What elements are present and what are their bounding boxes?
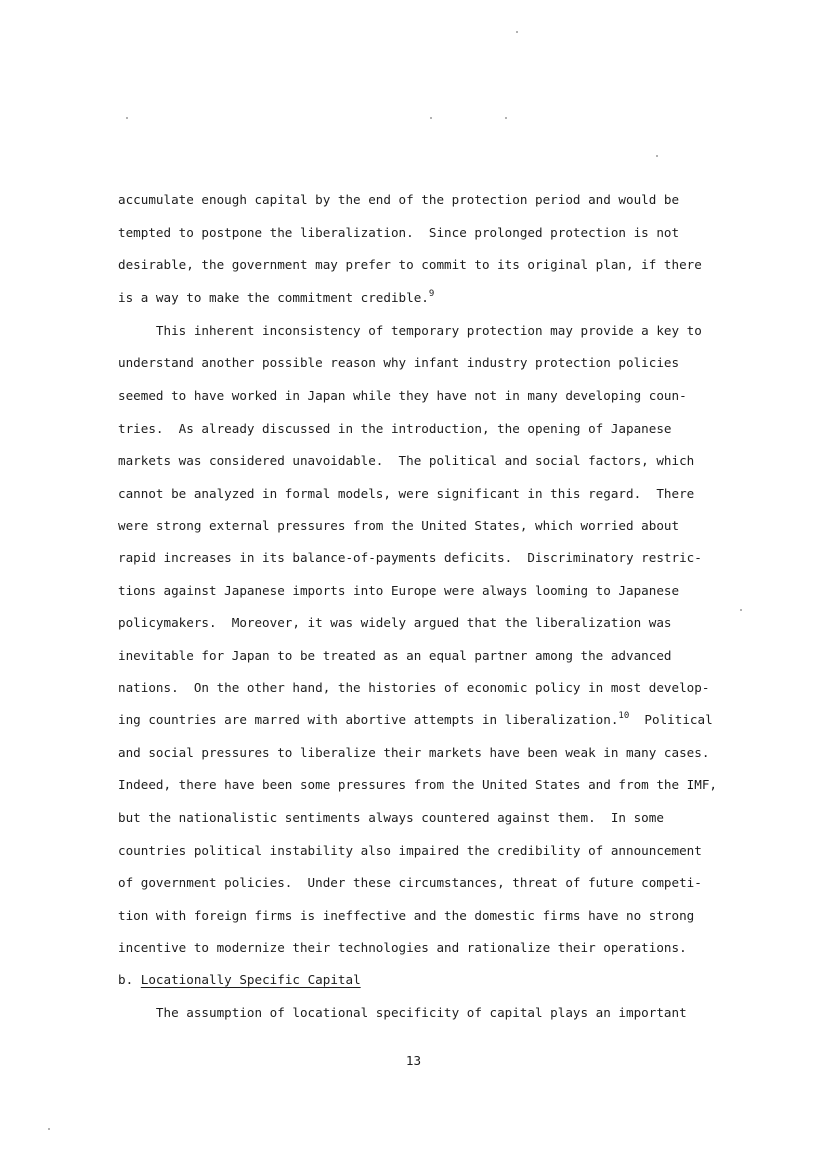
page-number: 13 — [405, 1053, 422, 1068]
text-line-content: is a way to make the commitment credible. — [118, 290, 429, 305]
text-line: seemed to have worked in Japan while they have not in many developing coun- — [118, 388, 687, 403]
text-line: This inherent inconsistency of temporary protection may provide a key to — [118, 323, 702, 338]
text-line: tions against Japanese imports into Europe were always looming to Japanese — [118, 583, 680, 598]
section-title: Locationally Specific Capital — [140, 972, 361, 987]
text-line: rapid increases in its balance-of-payments deficits. Discriminatory restric- — [118, 550, 702, 565]
text-line: tion with foreign firms is ineffective and the domestic firms have no strong — [118, 908, 695, 923]
text-line: but the nationalistic sentiments always countered against them. In some — [118, 810, 664, 825]
text-line: incentive to modernize their technologies and rationalize their operations. — [118, 940, 687, 955]
text-line: The assumption of locational specificity of capital plays an important — [118, 1005, 687, 1020]
text-line: markets was considered unavoidable. The political and social factors, which — [118, 453, 695, 468]
scan-speck — [740, 609, 742, 611]
text-line: accumulate enough capital by the end of the protection period and would be — [118, 192, 680, 207]
text-line: nations. On the other hand, the histories of economic policy in most develop- — [118, 680, 710, 695]
text-line: tempted to postpone the liberalization. Since prolonged protection is not — [118, 225, 680, 240]
text-line: Indeed, there have been some pressures from the United States and from the IMF, — [118, 777, 717, 792]
text-line: inevitable for Japan to be treated as an equal partner among the advanced — [118, 648, 672, 663]
section-label: b. — [118, 972, 134, 987]
text-line: of government policies. Under these circumstances, threat of future competi- — [118, 875, 702, 890]
scan-speck — [656, 155, 658, 157]
text-line: tries. As already discussed in the introduction, the opening of Japanese — [118, 421, 672, 436]
text-line: and social pressures to liberalize their markets have been weak in many cases. — [118, 745, 710, 760]
scan-speck — [48, 1128, 50, 1130]
scan-speck — [516, 31, 518, 33]
text-line: cannot be analyzed in formal models, were significant in this regard. There — [118, 486, 695, 501]
text-line-content: Political — [629, 712, 713, 727]
scan-speck — [505, 117, 507, 119]
scan-speck — [126, 117, 128, 119]
text-line: policymakers. Moreover, it was widely argued that the liberalization was — [118, 615, 672, 630]
text-line — [118, 709, 713, 731]
text-line — [118, 287, 434, 309]
footnote-marker: 9 — [428, 289, 435, 299]
text-line: desirable, the government may prefer to commit to its original plan, if there — [118, 257, 702, 272]
text-line-content: ing countries are marred with abortive attempts in liberalization. — [118, 712, 619, 727]
section-heading — [118, 969, 361, 991]
scan-speck — [430, 117, 432, 119]
text-line: understand another possible reason why infant industry protection policies — [118, 355, 680, 370]
text-line: were strong external pressures from the United States, which worried about — [118, 518, 680, 533]
footnote-marker: 10 — [618, 711, 630, 721]
text-line: countries political instability also impaired the credibility of announcement — [118, 843, 702, 858]
